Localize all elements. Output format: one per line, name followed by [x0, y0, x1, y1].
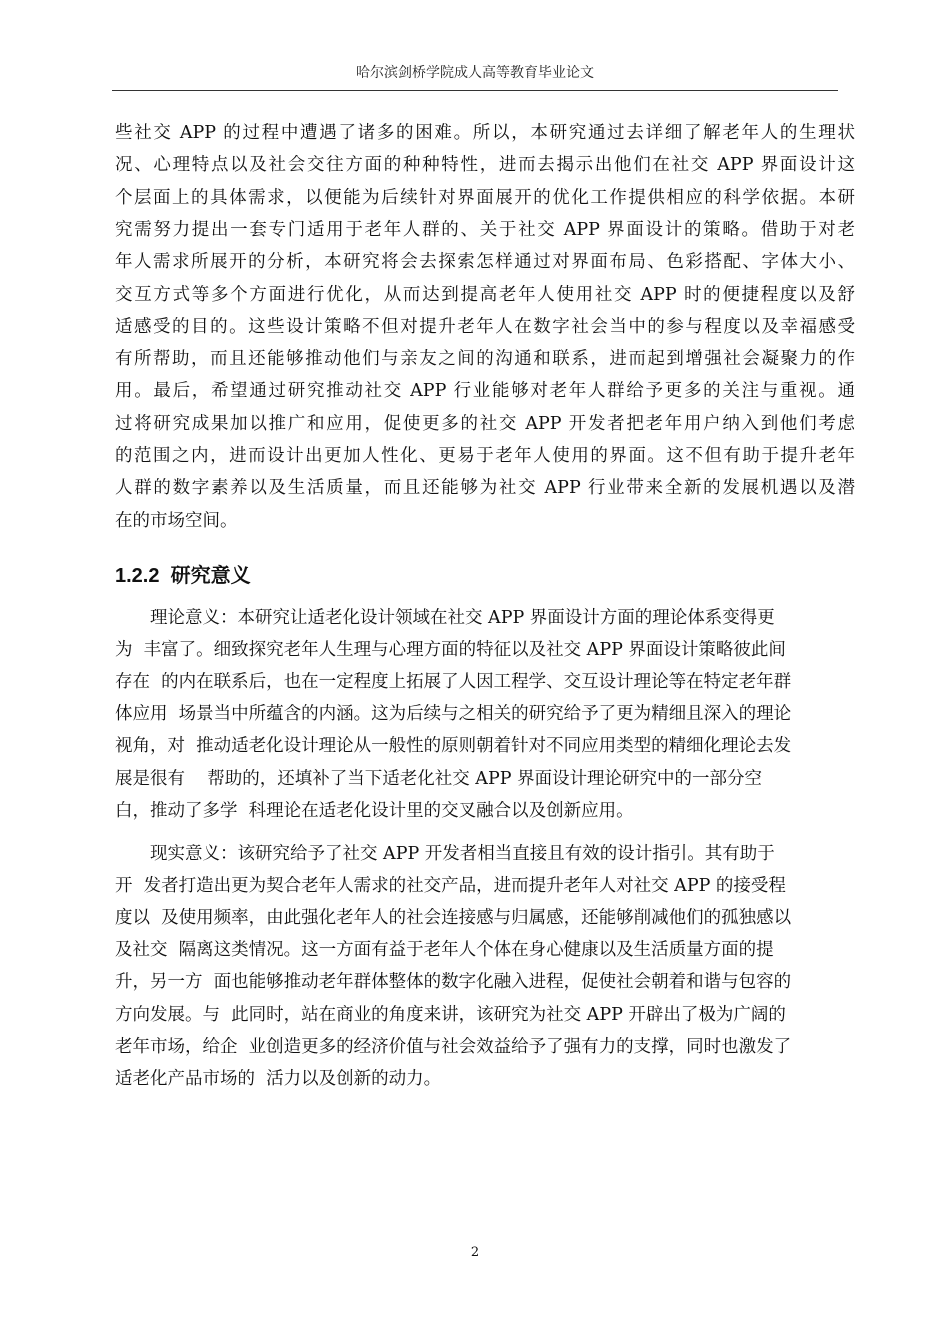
text-line: 过将研究成果加以推广和应用，促使更多的社交 APP 开发者把老年用户纳入到他们考虑	[115, 413, 855, 434]
text-line: 白，推动了多学 科理论在适老化设计里的交叉融合以及创新应用。	[115, 800, 634, 821]
text-line: 现实意义：该研究给予了社交 APP 开发者相当直接且有效的设计指引。其有助于	[115, 844, 775, 864]
text-line: 度以 及使用频率，由此强化老年人的社会连接感与归属感，还能够削减他们的孤独感以	[115, 908, 792, 929]
text-line: 适老化产品市场的 活力以及创新的动力。	[115, 1068, 442, 1089]
text-line: 存在 的内在联系后，也在一定程度上拓展了人因工程学、交互设计理论等在特定老年群	[115, 672, 792, 693]
text-line: 些社交 APP 的过程中遭遇了诸多的困难。所以，本研究通过去详细了解老年人的生理状	[115, 123, 855, 143]
text-line: 为 丰富了。细致探究老年人生理与心理方面的特征以及社交 APP 界面设计策略彼此间	[115, 640, 786, 661]
text-line: 视角，对 推动适老化设计理论从一般性的原则朝着针对不同应用类型的精细化理论去发	[115, 736, 792, 757]
header-rule	[112, 90, 838, 91]
text-line: 交互方式等多个方面进行优化，从而达到提高老年人使用社交 APP 时的便捷程度以及舒	[115, 284, 855, 305]
text-line: 理论意义：本研究让适老化设计领域在社交 APP 界面设计方面的理论体系变得更	[115, 608, 775, 628]
text-line: 有所帮助，而且还能够推动他们与亲友之间的沟通和联系，进而起到增强社会凝聚力的作	[115, 349, 855, 370]
text-line: 年人需求所展开的分析，本研究将会去探索怎样通过对界面布局、色彩搭配、字体大小、	[115, 252, 855, 273]
text-line: 用。最后，希望通过研究推动社交 APP 行业能够对老年人群给予更多的关注与重视。通	[115, 381, 855, 402]
text-line: 方向发展。与 此同时，站在商业的角度来讲，该研究为社交 APP 开辟出了极为广阔的	[115, 1004, 786, 1025]
text-line: 适感受的目的。这些设计策略不但对提升老年人在数字社会当中的参与程度以及幸福感受	[115, 316, 855, 337]
text-line: 老年市场，给企 业创造更多的经济价值与社会效益给予了强有力的支撑，同时也激发了	[115, 1036, 792, 1057]
section-heading: 1.2.2 研究意义	[115, 565, 251, 587]
text-line: 开 发者打造出更为契合老年人需求的社交产品，进而提升老年人对社交 APP 的接受程	[115, 876, 786, 897]
running-header: 哈尔滨剑桥学院成人高等教育毕业论文	[356, 65, 594, 81]
text-line: 升，另一方 面也能够推动老年群体整体的数字化融入进程，促使社会朝着和谐与包容的	[115, 972, 792, 993]
text-line: 及社交 隔离这类情况。这一方面有益于老年人个体在身心健康以及生活质量方面的提	[115, 940, 774, 961]
text-line: 在的市场空间。	[115, 510, 238, 531]
text-line: 个层面上的具体需求，以便能为后续针对界面展开的优化工作提供相应的科学依据。本研	[115, 187, 855, 208]
text-line: 人群的数字素养以及生活质量，而且还能够为社交 APP 行业带来全新的发展机遇以及潜	[115, 478, 855, 499]
text-line: 体应用 场景当中所蕴含的内涵。这为后续与之相关的研究给予了更为精细且深入的理论	[115, 704, 792, 725]
text-line: 的范围之内，进而设计出更加人性化、更易于老年人使用的界面。这不但有助于提升老年	[115, 446, 855, 466]
text-line: 况、心理特点以及社会交往方面的种种特性，进而去揭示出他们在社交 APP 界面设计这	[115, 155, 855, 176]
text-line: 展是很有 帮助的，还填补了当下适老化社交 APP 界面设计理论研究中的一部分空	[115, 768, 763, 789]
page-number: 2	[470, 1245, 480, 1260]
text-line: 究需努力提出一套专门适用于老年人群的、关于社交 APP 界面设计的策略。借助于对老	[115, 219, 855, 240]
